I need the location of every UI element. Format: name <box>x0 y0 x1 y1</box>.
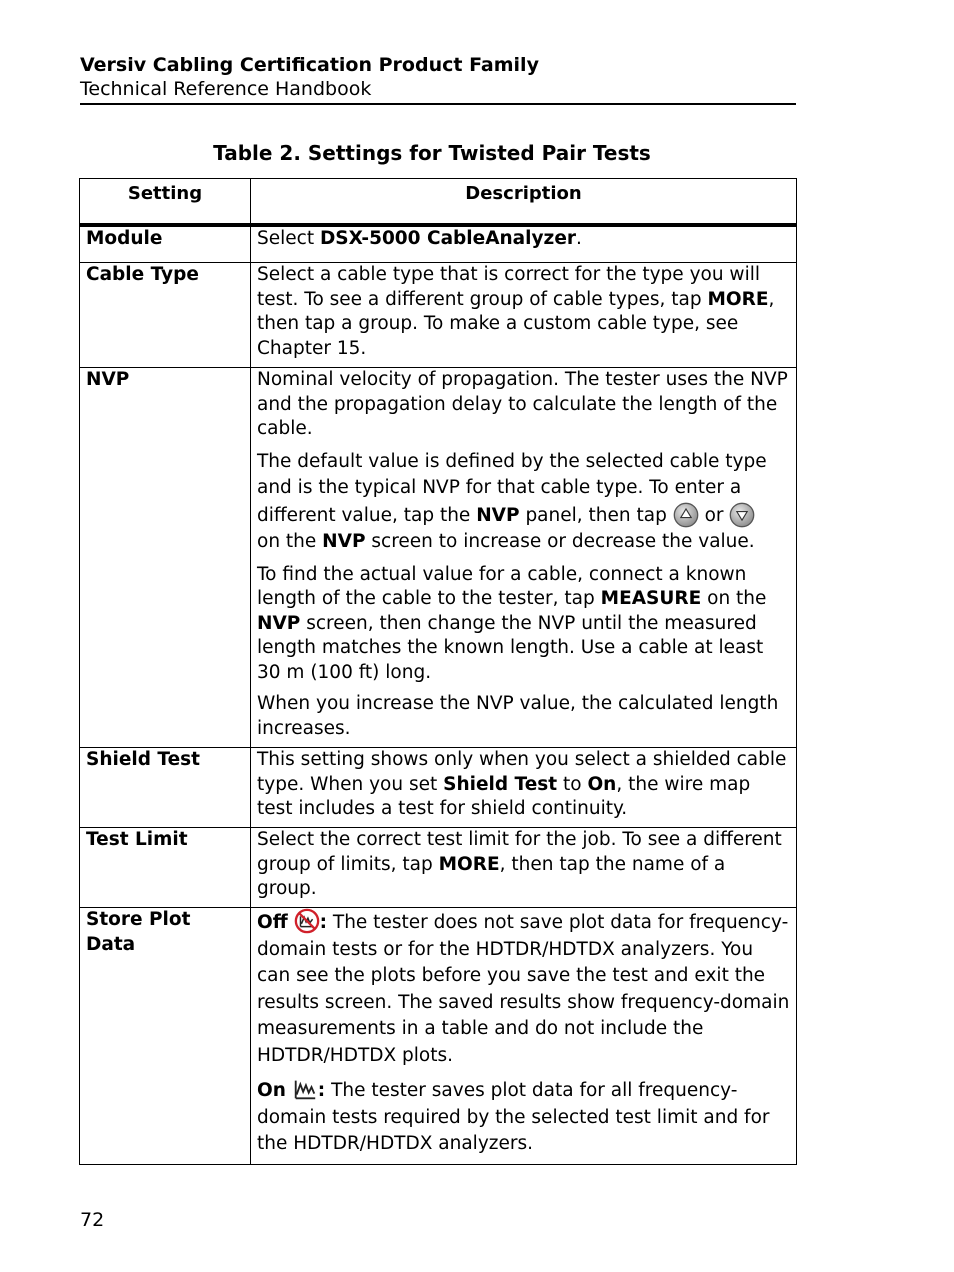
text: Select <box>257 228 320 249</box>
table-row <box>80 225 797 263</box>
paragraph: When you increase the NVP value, the calculated length increases. <box>257 693 779 739</box>
text: , then tap a group. To make a custom cable type, see Chapter 15. <box>257 288 775 359</box>
settings-table <box>79 178 797 1165</box>
column-header-setting: Setting <box>80 179 251 226</box>
header-handbook-title: Technical Reference Handbook <box>80 78 372 100</box>
setting-name: Test Limit <box>80 828 251 908</box>
text: or <box>698 504 730 526</box>
text: , the wire map test includes a test for shield continuity. <box>257 773 751 819</box>
bold-text: On <box>587 773 617 795</box>
bold-text: MORE <box>438 853 500 875</box>
setting-name: Store Plot Data <box>80 908 251 1165</box>
text: on the <box>701 588 767 609</box>
header-product-family: Versiv Cabling Certification Product Family <box>80 54 539 76</box>
bold-text: MORE <box>707 288 769 310</box>
page-number: 72 <box>80 1209 105 1231</box>
text: screen, then change the NVP until the measured length matches the known length. Use a cable at least 30 m (100 ft) long. <box>257 612 764 683</box>
table-row <box>80 748 797 828</box>
bold-text: NVP <box>257 612 301 634</box>
setting-description <box>251 225 797 263</box>
text: screen to increase or decrease the value. <box>365 531 755 552</box>
down-arrow-button-icon <box>729 502 755 528</box>
text: The tester does not save plot data for frequency-domain tests or for the HDTDR/HDTDX analyzers. You can see the plots before you save the test and exit the results screen. The saved results show frequency-domain measurements in a table and do not include the HDTDR/HDTDX plots. <box>257 912 790 1066</box>
setting-description <box>251 908 797 1165</box>
running-header <box>80 53 796 101</box>
text: to <box>557 773 588 795</box>
bold-text: : <box>319 912 328 933</box>
table-row <box>80 263 797 368</box>
paragraph <box>257 449 790 556</box>
text: , then tap the name of a group. <box>257 853 726 899</box>
paragraph <box>257 908 790 1069</box>
bold-text: NVP <box>322 531 366 552</box>
text: The tester saves plot data for all frequency-domain tests required by the selected test limit and for the HDTDR/HDTDX analyzers. <box>257 1080 770 1154</box>
text: This setting shows only when you select a shielded cable type. When you set <box>257 749 787 795</box>
text: . <box>576 228 582 249</box>
setting-name: Cable Type <box>80 263 251 368</box>
bold-text: Shield Test <box>443 773 558 795</box>
setting-description <box>251 263 797 368</box>
table-row <box>80 908 797 1165</box>
table-caption: Table 2. Settings for Twisted Pair Tests <box>213 141 651 165</box>
bold-text: NVP <box>476 504 520 526</box>
plot-data-off-icon <box>294 908 320 934</box>
column-header-description: Description <box>251 179 797 226</box>
setting-description <box>251 828 797 908</box>
table-row <box>80 828 797 908</box>
setting-name: NVP <box>80 368 251 748</box>
setting-description <box>251 748 797 828</box>
setting-name: Shield Test <box>80 748 251 828</box>
text: Select a cable type that is correct for the type you will test. To see a different group of cable types, tap <box>257 264 760 310</box>
bold-text: : <box>317 1080 326 1101</box>
bold-text: DSX-5000 CableAnalyzer <box>319 228 576 249</box>
paragraph: Nominal velocity of propagation. The tester uses the NVP and the propagation delay to calculate the length of the cable. <box>257 369 788 439</box>
bold-text: On <box>257 1080 286 1101</box>
text: on the <box>257 531 323 552</box>
bold-text: MEASURE <box>600 588 702 609</box>
header-rule <box>80 103 796 105</box>
table-row <box>80 368 797 748</box>
bold-text: Off <box>257 912 288 933</box>
setting-name: Module <box>80 225 251 263</box>
setting-description <box>251 368 797 748</box>
text: Select the correct test limit for the job. To see a different group of limits, tap <box>257 829 782 875</box>
plot-data-on-icon <box>292 1076 318 1102</box>
paragraph <box>257 563 790 686</box>
text: The default value is defined by the selected cable type and is the typical NVP for that cable type. To enter a different value, tap the <box>257 450 767 526</box>
table-header-row <box>80 179 797 226</box>
text: panel, then tap <box>519 504 673 526</box>
text: To find the actual value for a cable, connect a known length of the cable to the tester, tap <box>257 563 747 609</box>
up-arrow-button-icon <box>673 502 699 528</box>
paragraph <box>257 1076 790 1158</box>
